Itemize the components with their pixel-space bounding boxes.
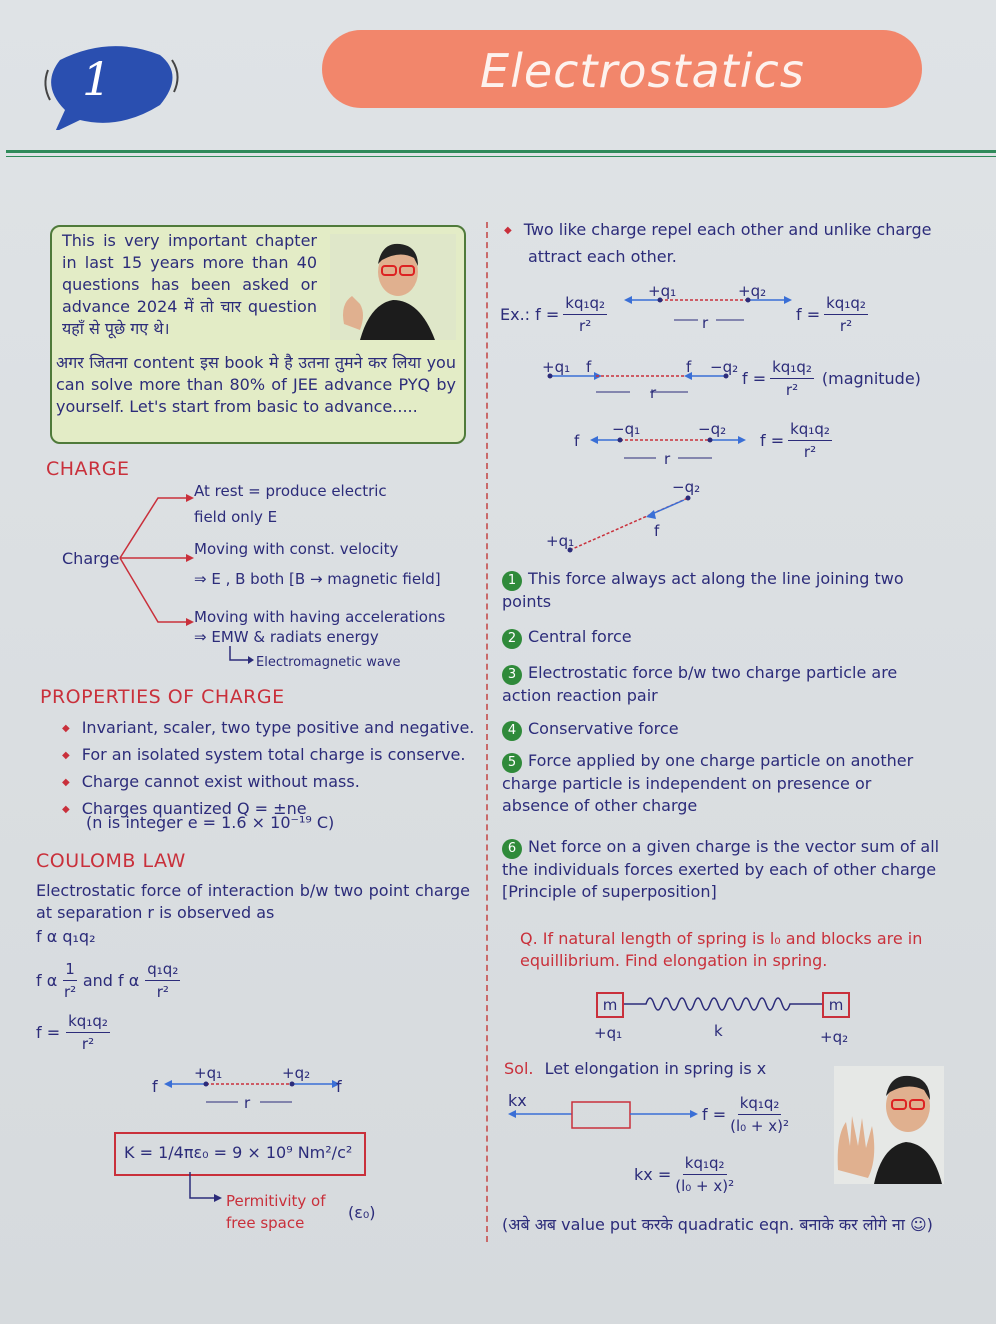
force-property-5: 5 Force applied by one charge particle on another charge particle is independent on presence or absence of other charge: [502, 751, 914, 815]
force-label: f: [686, 358, 692, 376]
charge-q2-label: −q₂: [710, 358, 739, 376]
separation-label: r: [702, 314, 709, 332]
property-item: ◆ Charge cannot exist without mass.: [62, 770, 482, 797]
f-alpha: f α: [36, 970, 58, 990]
closing-remark: (अबे अब value put करके quadratic eqn. बनाके कर लोगे ना ☺): [502, 1215, 933, 1234]
k-constant: K = 1/4πε₀ = 9 × 10⁹ Nm²/c²: [124, 1143, 353, 1162]
charge-q1-label: +q₁: [594, 1024, 623, 1042]
attract-equation: f = $\frac{\text{kq₁q₂}}{\text{r²}}$ (magnitude): [742, 358, 921, 399]
intro-text-1: This is very important chapter in last 15 years more than 40 questions has been asked or advance 2024 में तो चार question यहाँ से पूछे गए थे।: [62, 231, 317, 338]
force-property-2: 2 Central force: [502, 626, 942, 649]
column-divider: [486, 222, 488, 1242]
one-over-r2: $\frac{1}{\text{r²}}$: [63, 960, 77, 1001]
force-label: f: [152, 1077, 158, 1096]
separation-label: r: [664, 450, 671, 468]
charge-branches: [118, 490, 198, 630]
intro-text-2: अगर जितना content इस book मे है उतना तुमने कर लिया you can solve more than 80% of JEE advance PYQ by yourself. Let's start from basic to advance.....: [56, 353, 456, 416]
chapter-number: 1: [82, 52, 112, 106]
spring-constant-label: k: [714, 1022, 723, 1040]
repel-equation: f = $\frac{\text{kq₁q₂}}{\text{r²}}$: [760, 420, 830, 461]
force-property-6: 6 Net force on a given charge is the vector sum of all the individuals forces exerted by each of other charge [Principle of superposition]: [502, 837, 940, 901]
properties-heading: PROPERTIES OF CHARGE: [40, 686, 285, 708]
properties-note: (n is integer e = 1.6 × 10⁻¹⁹ C): [86, 813, 335, 832]
charge-q2-label: −q₂: [672, 478, 701, 496]
coulomb-proportional-2: [36, 958, 180, 1003]
coulomb-diagram: [150, 1064, 360, 1114]
arrow-elbow-icon: [184, 1172, 224, 1206]
like-charge-text: ◆ Two like charge repel each other and unlike charge: [504, 218, 931, 245]
header-rule: [6, 150, 996, 153]
charge-q1-label: −q₁: [612, 420, 641, 438]
charge-q1-label: +q₁: [542, 358, 571, 376]
charge-branch-1b: field only E: [194, 508, 278, 526]
force-property-3: 3 Electrostatic force b/w two charge particle are action reaction pair: [502, 663, 898, 705]
kx-label: kx: [508, 1091, 527, 1110]
block-right: m: [822, 992, 850, 1018]
free-body-diagram: [506, 1092, 706, 1132]
force-label: f: [654, 522, 660, 540]
spring-icon: [624, 990, 824, 1018]
separation-label: r: [244, 1094, 251, 1112]
em-wave-label: Electromagnetic wave: [256, 655, 401, 670]
charge-q1-label: +q₁: [546, 532, 575, 550]
charge-q2-label: +q₂: [820, 1028, 849, 1046]
property-item: ◆ For an isolated system total charge is conserve.: [62, 743, 482, 770]
coulomb-description: Electrostatic force of interaction b/w two point charge at separation r is observed as: [36, 881, 470, 922]
teacher-photo-icon: [834, 1066, 944, 1184]
arrow-elbow-icon: [226, 646, 256, 668]
force-equation: f = $\frac{\text{kq₁q₂}}{\text{r²}}$: [796, 294, 866, 335]
force-property-4: 4 Conservative force: [502, 718, 942, 741]
force-label: f: [574, 432, 580, 450]
kx-equation: kx = $\frac{\text{kq₁q₂}}{\text{(l₀ + x)²}}$: [634, 1154, 735, 1195]
charge-q2-label: +q₂: [738, 282, 767, 300]
like-charge-text-2: attract each other.: [528, 247, 677, 266]
block-left: m: [596, 992, 624, 1018]
charge-root: Charge: [62, 549, 120, 568]
and-f-alpha: and f α: [82, 970, 140, 990]
charge-branch-2b: ⇒ E , B both [B → magnetic field]: [194, 570, 441, 588]
repel-diagram-1: [620, 284, 800, 334]
magnitude-label: (magnitude): [821, 368, 921, 388]
force-label: f: [336, 1077, 342, 1096]
charge-branch-2a: Moving with const. velocity: [194, 540, 399, 558]
property-item: ◆ Invariant, scaler, two type positive and negative.: [62, 716, 482, 743]
charge-q1-label: +q₁: [194, 1064, 223, 1082]
teacher-photo-icon: [330, 234, 456, 340]
coulomb-proportional-1: f α q₁q₂: [36, 927, 96, 946]
force-label: f: [586, 358, 592, 376]
charge-branch-3b: ⇒ EMW & radiats energy: [194, 628, 379, 646]
charge-q2-label: −q₂: [698, 420, 727, 438]
permitivity-label-2: free space: [226, 1214, 305, 1232]
chapter-title: Electrostatics: [480, 44, 805, 98]
sol-label: Sol.: [504, 1059, 534, 1078]
q1q2-over-r2: $\frac{\text{q₁q₂}}{\text{r²}}$: [147, 960, 179, 1001]
solution-text: Sol. Let elongation in spring is x: [504, 1059, 767, 1078]
charge-branch-1a: At rest = produce electric: [194, 482, 387, 500]
example-equation: Ex.: f = $\frac{\text{kq₁q₂}}{\text{r²}}$: [500, 294, 606, 335]
charge-q1-label: +q₁: [648, 282, 677, 300]
coulomb-equation: f = $\frac{\text{kq₁q₂}}{\text{r²}}$: [36, 1012, 108, 1053]
charge-q2-label: +q₂: [282, 1064, 311, 1082]
force-property-1: 1 This force always act along the line joining two points: [502, 569, 904, 611]
coulomb-heading: COULOMB LAW: [36, 850, 186, 872]
separation-label: r: [650, 384, 657, 402]
charge-branch-3a: Moving with having accelerations: [194, 608, 446, 626]
properties-list: [62, 716, 482, 824]
epsilon-symbol: (ε₀): [348, 1203, 376, 1222]
charge-heading: CHARGE: [46, 458, 130, 480]
sol-force-equation: f = $\frac{\text{kq₁q₂}}{\text{(l₀ + x)²}}$: [702, 1094, 790, 1135]
property-item: ◆ Charges quantized Q = ±ne: [62, 797, 482, 824]
question-text: Q. If natural length of spring is l₀ and blocks are in equillibrium. Find elongation in spring.: [520, 929, 923, 970]
header-rule-thin: [6, 156, 996, 157]
permitivity-label-1: Permitivity of: [226, 1192, 326, 1210]
